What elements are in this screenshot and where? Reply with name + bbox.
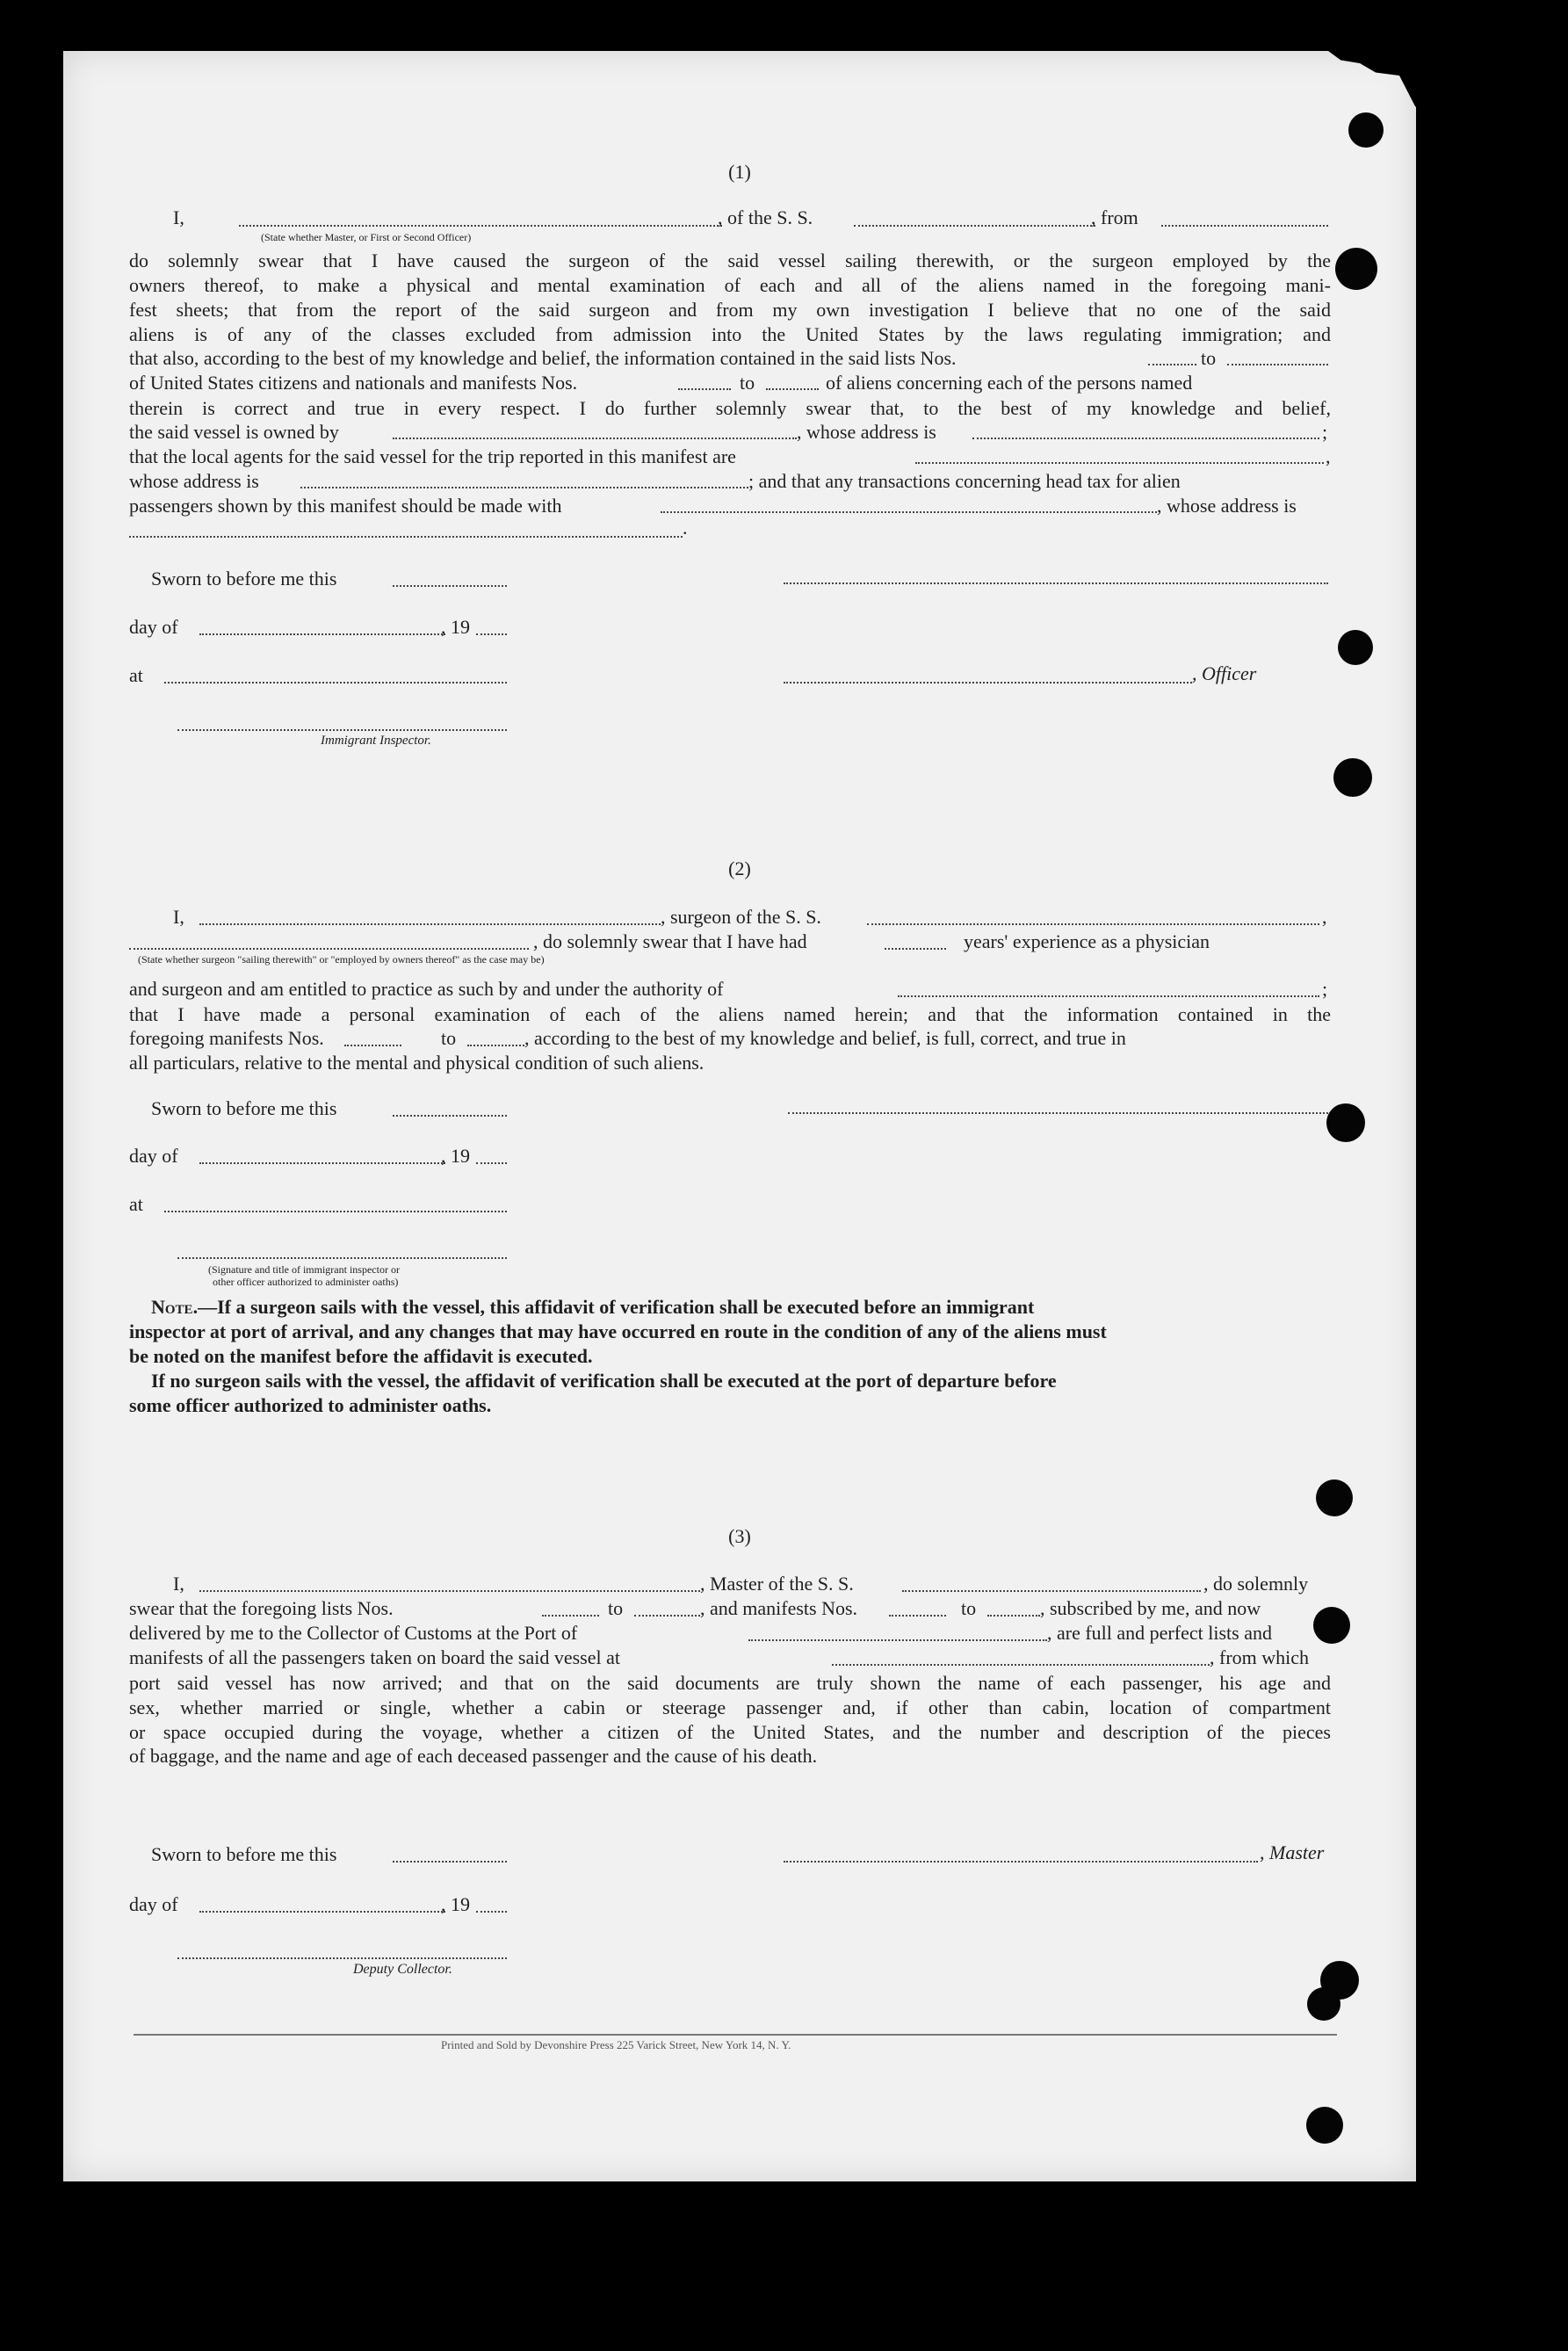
punch-hole	[1316, 1479, 1353, 1516]
s3-master-name-blank	[199, 1590, 700, 1592]
s1-lists-to-blank	[1227, 364, 1328, 365]
s2-sworn: Sworn to before me this	[151, 1097, 337, 1119]
section-2-number: (2)	[728, 857, 751, 879]
s3-line-6: sex, whether married or single, whether a cabin or steerage passenger and, if other than cabin, location of compartment	[129, 1696, 1331, 1718]
s3-deputy-label: Deputy Collector.	[353, 1962, 452, 1977]
s2-solemnly: , do solemnly swear that I have had	[533, 930, 807, 952]
punch-hole	[1313, 1607, 1350, 1644]
s2-i: I,	[173, 906, 184, 928]
s2-note-line-4: If no surgeon sails with the vessel, the affidavit of verification shall be executed at the port of departure before	[151, 1370, 1057, 1392]
s1-owner-address: , whose address is	[797, 421, 936, 443]
s1-owned-end: ;	[1322, 421, 1328, 443]
s1-owned: the said vessel is owned by	[129, 421, 339, 443]
s3-nineteen: , 19	[441, 1893, 470, 1915]
s1-owner-blank	[393, 438, 797, 439]
s1-citizens-to: to	[740, 372, 755, 394]
s2-sig-note-2: other officer authorized to administer oaths)	[213, 1276, 399, 1288]
s2-day-of: day of	[129, 1145, 178, 1167]
s1-sworn-date-blank	[393, 585, 507, 587]
s3-master-of: , Master of the S. S.	[700, 1573, 854, 1595]
s3-lists-from-blank	[542, 1615, 599, 1617]
s2-l1-end: ,	[1322, 906, 1327, 928]
document-page	[63, 51, 1416, 2181]
s3-lists: swear that the foregoing lists Nos.	[129, 1597, 394, 1619]
s1-line-1: do solemnly swear that I have caused the surgeon of the said vessel sailing therewith, or the surgeon employed by the	[129, 250, 1331, 271]
s3-day-blank	[199, 1911, 445, 1913]
s1-end: .	[683, 517, 688, 539]
s3-port-departure-blank	[832, 1664, 1210, 1666]
s3-manifests-from-blank	[889, 1615, 946, 1617]
s1-inspector-blank	[177, 729, 507, 731]
s2-sig-note-1: (Signature and title of immigrant inspector or	[208, 1263, 400, 1276]
s3-master-label: , Master	[1260, 1841, 1325, 1863]
s3-sworn: Sworn to before me this	[151, 1843, 337, 1865]
s2-ship-blank	[867, 923, 1319, 925]
s1-manifest-from-blank	[678, 388, 731, 390]
s2-inspector-blank	[177, 1257, 507, 1259]
s1-head-tax: ; and that any transactions concerning head tax for alien	[748, 470, 1181, 492]
s1-also-to: to	[1201, 347, 1217, 369]
s1-agents-blank	[915, 462, 1324, 464]
s3-delivered: delivered by me to the Collector of Customs at the Port of	[129, 1622, 578, 1644]
s3-deputy-blank	[177, 1957, 507, 1959]
s1-nineteen: , 19	[441, 616, 470, 638]
s1-year-blank	[476, 633, 507, 635]
s1-from-blank	[1161, 225, 1328, 227]
s2-full-correct: , according to the best of my knowledge and belief, is full, correct, and true in	[524, 1027, 1126, 1049]
s1-of-ss: , of the S. S.	[718, 206, 813, 228]
s3-year-blank	[476, 1911, 507, 1913]
s2-authority-blank	[898, 995, 1319, 997]
s3-full-perfect: , are full and perfect lists and	[1047, 1622, 1272, 1644]
s2-manifest-from-blank	[344, 1045, 401, 1046]
s1-owner-address-blank	[972, 438, 1319, 439]
footer-rule	[134, 2034, 1337, 2036]
s1-ship-blank	[854, 225, 1095, 227]
s2-authority: and surgeon and am entitled to practice as such by and under the authority of	[129, 978, 724, 1000]
s2-day-blank	[199, 1162, 445, 1164]
s1-day-blank	[199, 633, 445, 635]
s1-officer-label: , Officer	[1192, 662, 1257, 684]
s3-from-which: , from which	[1210, 1646, 1310, 1668]
s1-manifest-to-blank	[766, 388, 819, 390]
note-line-1: —If a surgeon sails with the vessel, this affidavit of verification shall be executed before an immigrant	[198, 1296, 1035, 1318]
s1-citizens: of United States citizens and nationals and manifests Nos.	[129, 372, 578, 394]
s2-sailing-note: (State whether surgeon "sailing therewith" or "employed by owners thereof" as the case may be)	[138, 953, 545, 966]
punch-hole	[1333, 758, 1372, 797]
s1-line-2: owners thereof, to make a physical and mental examination of each and all of the aliens named in the foregoing mani-	[129, 274, 1331, 296]
s1-also: that also, according to the best of my knowledge and belief, the information contained in the said lists Nos.	[129, 347, 957, 369]
s3-lists-to: to	[608, 1597, 624, 1619]
s2-personal-exam: that I have made a personal examination of each of the aliens named herein; and that the information contained in the	[129, 1003, 1331, 1025]
printer-credit: Printed and Sold by Devonshire Press 225 Varick Street, New York 14, N. Y.	[441, 2038, 791, 2051]
s2-year-blank	[476, 1162, 507, 1164]
s3-i: I,	[173, 1573, 184, 1595]
s3-line-7: or space occupied during the voyage, whether a citizen of the United States, and the number and description of the pieces	[129, 1721, 1331, 1743]
s3-subscribed: , subscribed by me, and now	[1040, 1597, 1261, 1619]
s3-line-8: of baggage, and the name and age of each deceased passenger and the cause of his death.	[129, 1745, 818, 1767]
s2-nineteen: , 19	[441, 1145, 470, 1167]
s2-years-blank	[885, 948, 946, 950]
s1-line-4: aliens is of any of the classes excluded from admission into the United States by the laws regulating immigration; and	[129, 323, 1331, 345]
punch-hole	[1326, 1103, 1365, 1142]
s2-signature-blank	[788, 1112, 1328, 1114]
s1-at: at	[129, 664, 143, 686]
s2-foregoing-to: to	[441, 1027, 457, 1049]
s1-whose: whose address is	[129, 470, 259, 492]
s1-i: I,	[173, 206, 184, 228]
s2-note-line-2: inspector at port of arrival, and any changes that may have occurred en route in the condition of any of the aliens must	[129, 1320, 1107, 1342]
s2-note-line-3: be noted on the manifest before the affidavit is executed.	[129, 1345, 593, 1367]
s1-correct: therein is correct and true in every respect. I do further solemnly swear that, to the best of my knowledge and belief,	[129, 397, 1331, 419]
s3-manifests-to: to	[961, 1597, 977, 1619]
s3-sworn-date-blank	[393, 1861, 507, 1863]
s1-inspector-label: Immigrant Inspector.	[321, 734, 431, 748]
punch-hole	[1335, 248, 1377, 290]
s2-note-label	[151, 1295, 1034, 1320]
s3-ship-blank	[902, 1590, 1201, 1592]
s1-lists-from-blank	[1148, 364, 1196, 365]
s2-authority-end: ;	[1322, 978, 1328, 1000]
s2-years: years' experience as a physician	[964, 930, 1210, 952]
s1-whose-address: , whose address is	[1157, 495, 1297, 517]
punch-hole	[1306, 2107, 1343, 2144]
s1-agents-address-blank	[300, 487, 748, 488]
s1-agents: that the local agents for the said vessel for the trip reported in this manifest are	[129, 445, 736, 467]
s1-officer-blank	[784, 682, 1192, 684]
s2-sailing-blank	[129, 948, 529, 950]
note-label: Note.	[151, 1296, 199, 1318]
s2-manifest-to-blank	[467, 1045, 524, 1046]
s2-note-line-5: some officer authorized to administer oaths.	[129, 1394, 492, 1416]
s3-day-of: day of	[129, 1893, 178, 1915]
s3-manifests-to-blank	[987, 1615, 1040, 1617]
s2-sworn-date-blank	[393, 1115, 507, 1117]
s1-line-3: fest sheets; that from the report of the said surgeon and from my own investigation I believe that no one of the said	[129, 299, 1331, 321]
s3-taken-aboard: manifests of all the passengers taken on board the said vessel at	[129, 1646, 621, 1668]
s2-particulars: all particulars, relative to the mental and physical condition of such aliens.	[129, 1052, 705, 1074]
s2-foregoing: foregoing manifests Nos.	[129, 1027, 324, 1049]
s1-from: , from	[1091, 206, 1138, 228]
s3-line-5: port said vessel has now arrived; and that on the said documents are truly shown the name of each passenger, his age and	[129, 1672, 1331, 1694]
s1-headtax-blank	[661, 511, 1157, 513]
s3-lists-to-blank	[634, 1615, 700, 1617]
punch-hole	[1348, 112, 1384, 148]
s3-master-sig-blank	[784, 1861, 1258, 1863]
s1-aliens-concerning: of aliens concerning each of the persons named	[826, 372, 1193, 394]
section-1-number: (1)	[728, 161, 751, 183]
s1-day-of: day of	[129, 616, 178, 638]
s1-at-blank	[164, 682, 507, 684]
s1-signature-blank	[784, 582, 1328, 584]
punch-hole	[1338, 630, 1373, 665]
s3-manifests: , and manifests Nos.	[700, 1597, 858, 1619]
s1-sworn: Sworn to before me this	[151, 568, 337, 590]
s1-passengers: passengers shown by this manifest should be made with	[129, 495, 562, 517]
s2-at-blank	[164, 1211, 507, 1212]
s1-agents-end: ,	[1326, 445, 1331, 467]
s3-port-blank	[748, 1639, 1047, 1641]
s2-surgeon-name-blank	[199, 923, 661, 925]
punch-hole	[1307, 1987, 1340, 2021]
s2-at: at	[129, 1193, 143, 1215]
s3-solemnly: , do solemnly	[1203, 1573, 1309, 1595]
section-3-number: (3)	[728, 1525, 751, 1547]
s1-headtax-address-blank	[129, 536, 683, 538]
s2-surgeon-of: , surgeon of the S. S.	[661, 906, 821, 928]
s1-officer-note: (State whether Master, or First or Second Officer)	[261, 231, 472, 243]
s1-officer-name-blank	[239, 225, 722, 227]
